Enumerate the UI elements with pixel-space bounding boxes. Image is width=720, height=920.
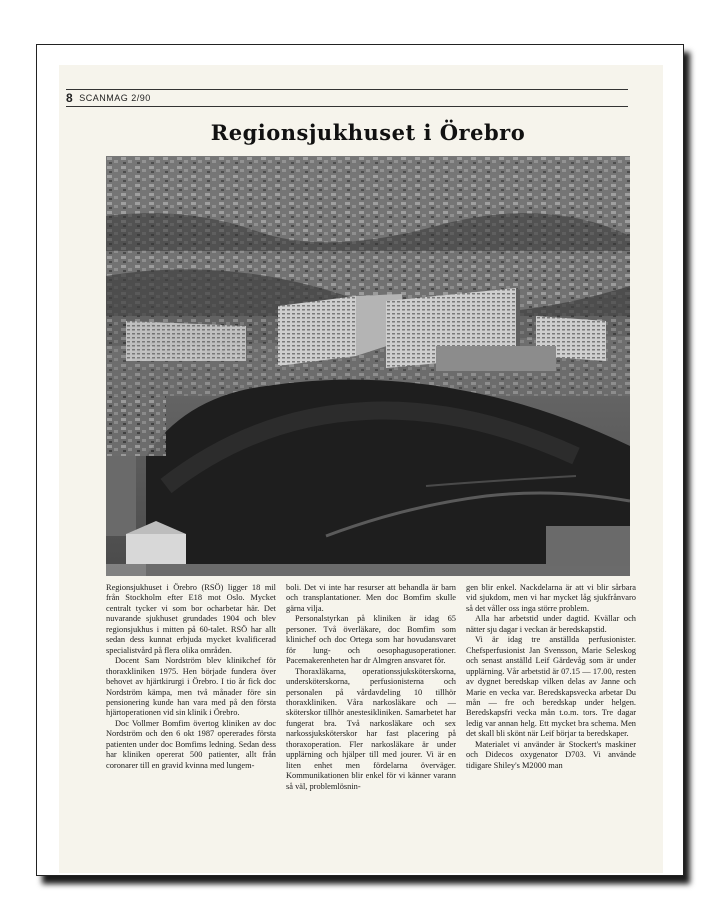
- text-column-3: [466, 583, 636, 853]
- running-header: [66, 89, 628, 107]
- paragraph: Doc Vollmer Bomfim övertog kliniken av doc Nordström och den 6 okt 1987 opererades första patienten under doc Bomfims ledning. Sedan dess har kliniken opererat 500 patienter, allt från coronarer till en gravid kvinna med lungem-: [106, 718, 276, 770]
- article-title: Regionsjukhuset i Örebro: [210, 120, 526, 145]
- aerial-photo-illustration: [106, 156, 630, 576]
- paragraph: Alla har arbetstid under dagtid. Kvällar och nätter sju dagar i veckan är beredskapstid.: [466, 614, 636, 634]
- publication-name: SCANMAG 2/90: [79, 93, 151, 103]
- paragraph: boli. Det vi inte har resurser att behandla är barn och transplantationer. Men doc Bomfim skulle gärna vilja.: [286, 583, 456, 613]
- aerial-photo: [106, 156, 630, 576]
- paragraph: Regionsjukhuset i Örebro (RSÖ) ligger 18 mil från Stockholm efter E18 mot Oslo. Mycket centralt tycker vi som bor ocharbetar här. Det nuvarande sjukhuset grundades 1904 och blev regionsjukhus i mitten på 60-talet. RSÖ har allt sedan dess kunnat erbjuda mycket kvalificerad specialistvård på flera olika områden.: [106, 583, 276, 655]
- text-column-2: [286, 583, 456, 853]
- text-column-1: [106, 583, 276, 853]
- paragraph: Materialet vi använder är Stockert's maskiner och Didecos oxygenator D703. Vi använde tidigare Shiley's M2000 man: [466, 739, 636, 770]
- paragraph: Thoraxläkarna, operationssjuksköterskorna, undersköterskorna, perfusionisterna och personalen på vårdavdeling 10 tillhör thoraxkliniken. Våra narkosläkare och — sköterskor tillhör anestesikliniken. Samarbetet har fungerat bra. Två narkosläkare och sex narkossjuksköterskor har fast placering på thoraxoperation. Fler narkosläkare är under upplärning och hjälper till med jourer. Vi är en liten enhet men fördelarna överväger. Kommunikationen blir enkel för vi känner varann så väl, problemlösnin-: [286, 666, 456, 791]
- paragraph: Docent Sam Nordström blev klinikchef för thoraxkliniken 1975. Hen började fundera över behovet av hjärtkirurgi i Örebro. I tio år fick doc Nordström kämpa, men två månader före sin pensionering kunde han vara med på den första hjärtoperationen vid sin klinik i Örebro.: [106, 656, 276, 718]
- paragraph: Vi är idag tre anställda perfusionister. Chefsperfusionist Jan Svensson, Marie Seleskog och senast anställd Leif Gärdevåg som är under upplärning. Vår arbetstid är 07.15 — 17.00, resten av dygnet beredskap vilken delas av Janne och Marie en vecka var. Beredskapsvecka arbetar Du mån — fre och beredskap under helgen. Beredskapsfri vecka mån t.o.m. tors. Tre dagar ledig var annan helg. Ett mycket bra schema. Men det skall bli skönt när Leif börjar ta beredskaper.: [466, 635, 636, 739]
- paragraph: Personalstyrkan på kliniken är idag 65 personer. Två överläkare, doc Bomfim som klinichef och doc Ortega som har hovudansvaret för lung- och oesophagusoperationer. Pacemakerenheten har dr Almgren ansvaret för.: [286, 614, 456, 666]
- article-body: [106, 583, 636, 853]
- page-number: 8: [66, 91, 74, 105]
- paragraph: gen blir enkel. Nackdelarna är att vi blir sårbara vid sjukdom, men vi har mycket låg sjukfrånvaro så det våller oss inga större problem.: [466, 583, 636, 613]
